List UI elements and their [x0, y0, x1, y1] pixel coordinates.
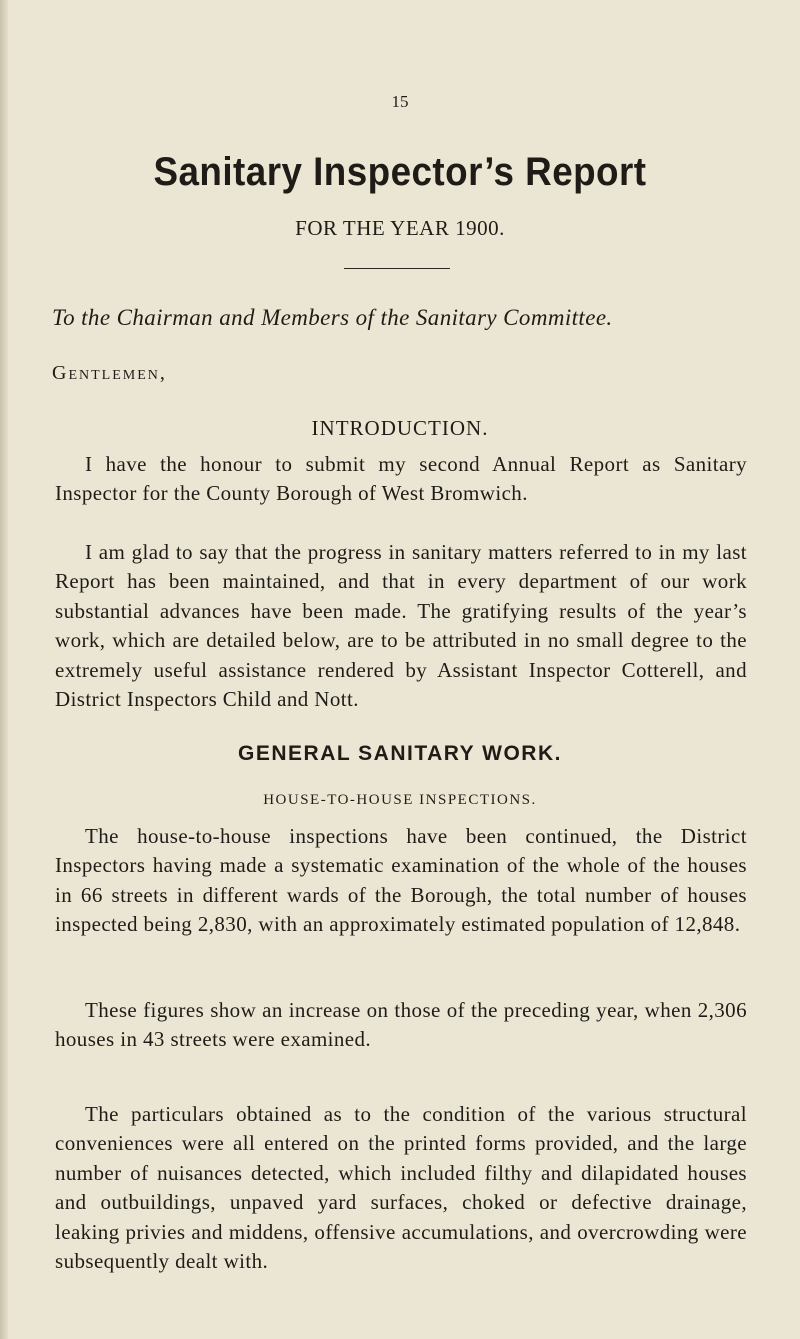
report-title: Sanitary Inspector’s Report [153, 150, 647, 194]
general-sanitary-work-heading: GENERAL SANITARY WORK. [238, 742, 562, 765]
inspections-paragraph: The house-to-house inspections have been continued, the District Inspectors having made a systematic examination of the whole of the houses in 66 streets in different wards of the Borough, the total number of houses inspected being 2,830, with an approximately estimated population of 12,848. [55, 824, 747, 937]
inspections-paragraph: The particulars obtained as to the condition of the various structural conveniences were all entered on the printed forms provided, and the large number of nuisances detected, which included filthy and dilapidated houses and outbuildings, unpaved yard surfaces, choked or defective drainage, leaking privies and middens, offensive accumulations, and overcrowding were subsequently dealt with. [55, 1102, 747, 1274]
page-number: 15 [391, 92, 409, 111]
title-divider [344, 268, 450, 269]
introduction-paragraph: I am glad to say that the progress in sanitary matters referred to in my last Report has been maintained, and that in every department of our work substantial advances have been made. The gratifying results of the year’s work, which are detailed below, are to be attributed in no small degree to the extremely useful assistance rendered by Assistant Inspector Cotterell, and District Inspectors Child and Nott. [55, 540, 747, 712]
inspections-paragraph: These figures show an increase on those of the preceding year, when 2,306 houses in 43 streets were examined. [55, 998, 747, 1052]
salutation: Gentlemen, [52, 362, 167, 384]
introduction-heading: INTRODUCTION. [311, 416, 489, 440]
introduction-paragraph: I have the honour to submit my second Annual Report as Sanitary Inspector for the County Borough of West Bromwich. [55, 452, 747, 506]
report-subtitle: FOR THE YEAR 1900. [295, 216, 505, 240]
address-line: To the Chairman and Members of the Sanitary Committee. [52, 305, 613, 330]
house-inspections-subheading: HOUSE-TO-HOUSE INSPECTIONS. [263, 792, 537, 808]
